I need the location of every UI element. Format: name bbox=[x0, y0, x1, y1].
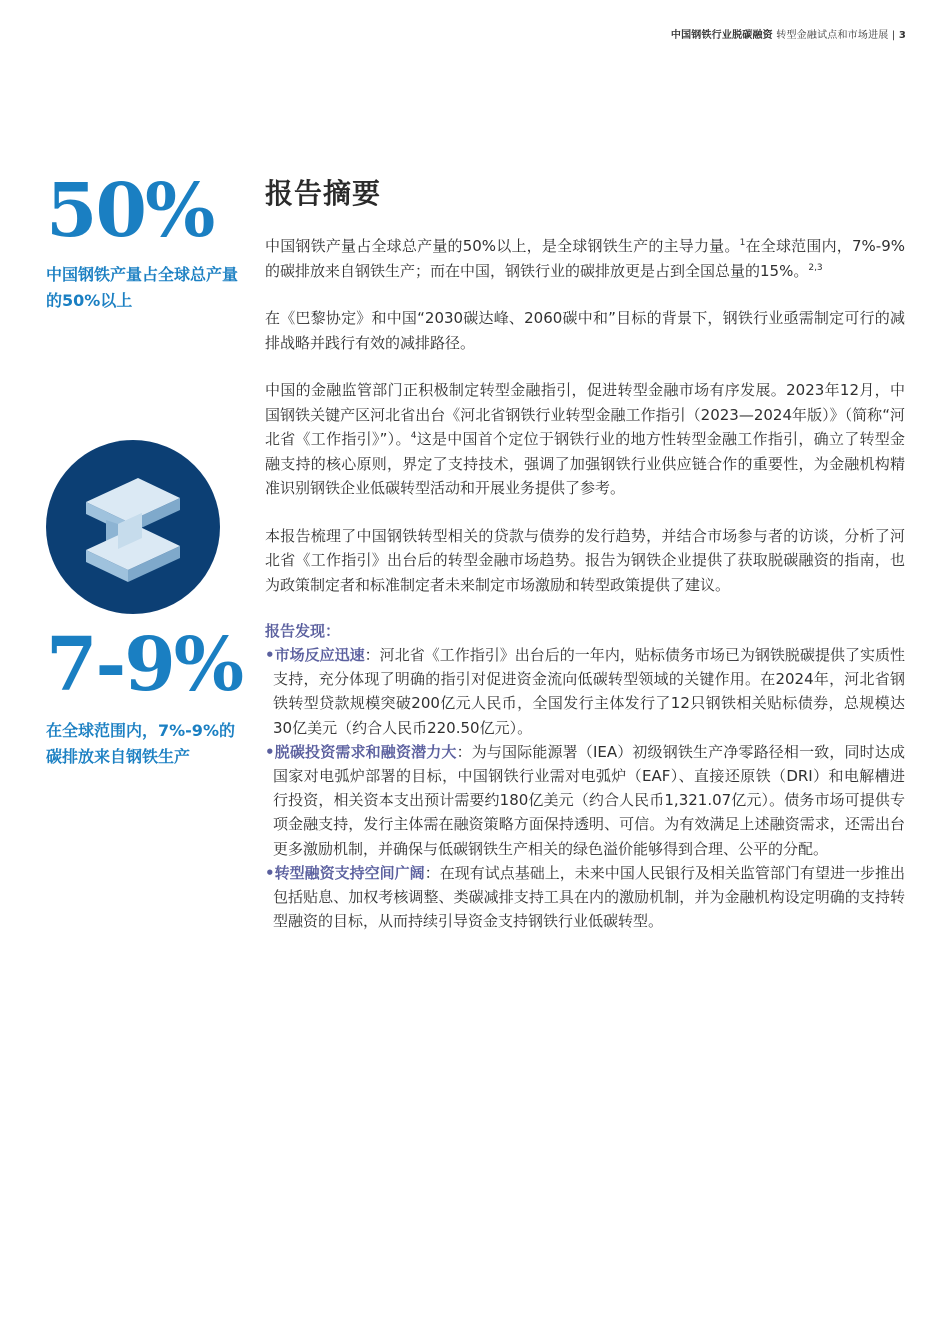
finding-item bbox=[265, 740, 905, 861]
paragraph-1-text: 中国钢铁产量占全球总产量的50%以上，是全球钢铁生产的主导力量。 bbox=[265, 237, 740, 255]
finding-text: ：为与国际能源署（IEA）初级钢铁生产净零路径相一致，同时达成国家对电弧炉部署的目标，中国钢铁行业需对电弧炉（EAF）、直接还原铁（DRI）和电解槽进行投资，相关资本支出预计需要约180亿美元（约合人民币1,321.07亿元）。债务市场可提供专项金融支持，发行主体需在融资策略方面保持透明、可信。为有效满足上述融资需求，还需出台更多激励机制，并确保与低碳钢铁生产相关的绿色溢价能够得到合理、公平的分配。 bbox=[273, 742, 905, 858]
finding-keyword: 转型融资支持空间广阔 bbox=[274, 863, 425, 882]
paragraph-3-text: 中国的金融监管部门正积极制定转型金融指引，促进转型金融市场有序发展。2023年12月，中国钢铁关键产区河北省出台《河北省钢铁行业转型金融工作指引（2023—2024年版）》（简称“河北省《工作指引》”）。 bbox=[265, 381, 905, 448]
page-number: 3 bbox=[898, 30, 906, 41]
paragraph-3 bbox=[265, 378, 905, 501]
finding-keyword: 市场反应迅速 bbox=[274, 646, 365, 664]
finding-text: ：河北省《工作指引》出台后的一年内，贴标债务市场已为钢铁脱碳提供了实质性支持，充分体现了明确的指引对促进资金流向低碳转型领域的关键作用。在2024年，河北省钢铁转型贷款规模突破200亿元人民币，全国发行主体发行了12只钢铁相关贴标债券，总规模达30亿美元（约合人民币220.50亿元）。 bbox=[273, 646, 905, 737]
paragraph-1 bbox=[265, 234, 905, 283]
bullet: • bbox=[265, 742, 275, 761]
findings-title: 报告发现： bbox=[265, 622, 341, 640]
stat-7-9-percent: 7-9% bbox=[46, 622, 243, 708]
header-report-title: 中国钢铁行业脱碳融资 bbox=[670, 30, 773, 41]
steel-i-beam-icon bbox=[46, 440, 220, 614]
steel-beam-circle bbox=[46, 440, 220, 614]
stat-50-percent: 50% bbox=[46, 168, 214, 254]
header-section: 转型金融试点和市场进展 bbox=[776, 30, 889, 41]
stat-7-9-caption: 在全球范围内，7%-9%的碳排放来自钢铁生产 bbox=[46, 721, 235, 766]
footnote-ref: 2,3 bbox=[808, 262, 823, 273]
footnote-ref: 1 bbox=[739, 238, 746, 248]
paragraph-3-text2: 这是中国首个定位于钢铁行业的地方性转型金融工作指引，确立了转型金融支持的核心原则，界定了支持技术，强调了加强钢铁行业供应链合作的重要性，为金融机构精准识别钢铁企业低碳转型活动和开展业务提供了参考。 bbox=[265, 430, 905, 497]
paragraph-1-text2: 在全球范围内，7%-9%的碳排放来自钢铁生产；而在中国，钢铁行业的碳排放更是占到全国总量的15%。 bbox=[265, 237, 905, 280]
bullet: • bbox=[265, 863, 275, 882]
main-content bbox=[265, 172, 905, 933]
bullet: • bbox=[265, 646, 275, 664]
finding-item bbox=[265, 861, 905, 934]
finding-text: ：在现有试点基础上，未来中国人民银行及相关监管部门有望进一步推出包括贴息、加权考核调整、类碳减排支持工具在内的激励机制，并为金融机构设定明确的支持转型融资的目标，从而持续引导资金支持钢铁行业低碳转型。 bbox=[273, 863, 905, 931]
finding-keyword: 脱碳投资需求和融资潜力大 bbox=[274, 742, 457, 761]
footnote-ref: 4 bbox=[410, 431, 417, 441]
page-title: 报告摘要 bbox=[265, 177, 382, 210]
paragraph-2: 在《巴黎协定》和中国“2030碳达峰、2060碳中和”目标的背景下，钢铁行业亟需制定可行的减排战略并践行有效的减排路径。 bbox=[265, 309, 905, 352]
page-header bbox=[671, 26, 906, 41]
finding-item bbox=[265, 643, 905, 740]
stat-50-caption: 中国钢铁产量占全球总产量的50%以上 bbox=[46, 265, 239, 310]
header-separator: | bbox=[891, 30, 896, 41]
paragraph-4: 本报告梳理了中国钢铁转型相关的贷款与债券的发行趋势，并结合市场参与者的访谈，分析了河北省《工作指引》出台后的转型金融市场趋势。报告为钢铁企业提供了获取脱碳融资的指南，也为政策制定者和标准制定者未来制定市场激励和转型政策提供了建议。 bbox=[265, 526, 905, 594]
